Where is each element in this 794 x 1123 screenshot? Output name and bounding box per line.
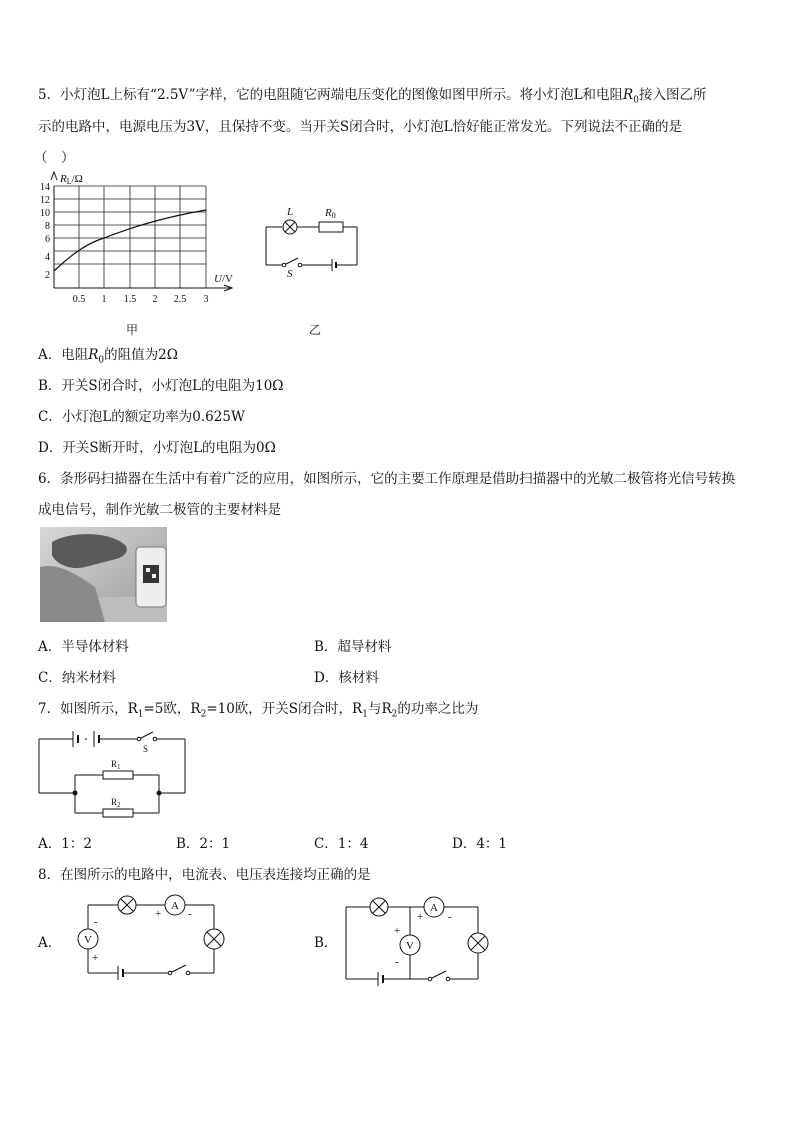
minus-sign: - <box>188 908 192 920</box>
y-tick-label: 12 <box>40 195 50 206</box>
q7-circuit <box>37 725 187 817</box>
resistor-icon <box>319 222 343 232</box>
q5-line1: 5．小灯泡L上标有“2.5V”字样，它的电阻随它两端电压变化的图像如图甲所示。将小灯泡L和电阻$R_0$接入图乙所 <box>38 87 707 106</box>
resistor-label: R0 <box>325 207 336 220</box>
q6-line1: 6．条形码扫描器在生活中有着广泛的应用，如图所示，它的主要工作原理是借助扫描器中的光敏二极管将光信号转换 <box>38 471 736 487</box>
q6-option-b: B．超导材料 <box>314 639 392 655</box>
q6-option-d: D．核材料 <box>314 670 379 686</box>
q7-stem: 7．如图所示，$R_1=5$欧，$R_2=10$欧，开关S闭合时，$R_1$与$R_2$的功率之比为 <box>38 701 479 720</box>
circuit-caption: 乙 <box>309 323 322 337</box>
ammeter-label: A <box>430 902 438 914</box>
q5-option-d: D．开关S断开时，小灯泡L的电阻为0Ω <box>38 440 276 456</box>
plus-sign: + <box>394 925 401 937</box>
voltmeter-label: V <box>406 940 414 952</box>
q6-option-a: A．半导体材料 <box>38 639 129 655</box>
y-tick-label: 2 <box>45 270 50 281</box>
junction-dot <box>157 791 162 796</box>
switch-label: S <box>287 268 293 280</box>
q7-option-d: D．4：1 <box>452 836 508 852</box>
switch-icon <box>141 732 153 738</box>
ammeter-label: A <box>171 900 179 912</box>
minus-sign: - <box>94 916 98 928</box>
r2-label: $R_2$ <box>111 797 121 809</box>
plus-sign: + <box>92 952 99 964</box>
r1-label: $R_1$ <box>111 759 121 771</box>
q5-answer-paren: （ ） <box>34 150 75 166</box>
x-tick-label: 1 <box>101 294 107 305</box>
plus-sign: + <box>155 908 162 920</box>
junction-dot <box>73 791 78 796</box>
q5-option-b: B．开关S闭合时，小灯泡L的电阻为10Ω <box>38 378 284 394</box>
y-axis-label: RL/Ω <box>60 173 83 186</box>
plus-sign: + <box>417 911 424 923</box>
x-axis-label: U/V <box>214 273 233 285</box>
qr-code-icon <box>143 565 159 583</box>
switch-icon <box>286 258 298 264</box>
x-tick-label: 2.5 <box>173 294 187 305</box>
switch-icon <box>172 965 186 972</box>
q6-line2: 成电信号，制作光敏二极管的主要材料是 <box>38 502 281 518</box>
q5-circuit <box>262 203 382 283</box>
barcode-scanner-photo <box>40 527 167 622</box>
q8-label-a: A． <box>38 935 62 951</box>
q8-stem: 8．在图所示的电路中，电流表、电压表连接均正确的是 <box>38 867 371 883</box>
lamp-label: L <box>287 206 294 218</box>
y-tick-label: 14 <box>40 182 50 193</box>
x-tick-label: 3 <box>203 294 209 305</box>
q5-graph <box>30 168 270 338</box>
switch-icon <box>432 971 446 978</box>
q5-option-a: A．电阻$R_0$的阻值为2Ω <box>38 347 178 366</box>
graph-grid <box>54 186 206 288</box>
q5-line2: 示的电路中，电源电压为3V，且保持不变。当开关S闭合时，小灯泡L恰好能正常发光。下列说法不正确的是 <box>38 119 683 135</box>
x-tick-label: 0.5 <box>72 294 86 305</box>
y-tick-label: 8 <box>45 221 50 232</box>
q7-option-b: B．2：1 <box>176 836 231 852</box>
y-tick-label: 6 <box>45 234 50 245</box>
q6-option-c: C．纳米材料 <box>38 670 116 686</box>
q8-label-b: B． <box>314 935 338 951</box>
minus-sign: - <box>395 956 399 968</box>
q7-option-c: C．1：4 <box>314 836 369 852</box>
graph-caption: 甲 <box>126 323 139 337</box>
q8-circuit-a <box>76 893 226 985</box>
voltmeter-label: V <box>84 934 92 946</box>
q5-option-c: C．小灯泡L的额定功率为0.625W <box>38 409 245 425</box>
minus-sign: - <box>448 911 452 923</box>
y-tick-label: 10 <box>40 208 50 219</box>
x-tick-label: 1.5 <box>123 294 137 305</box>
q8-circuit-b <box>342 893 492 985</box>
y-axis-arrow-icon <box>51 172 57 180</box>
x-tick-label: 2 <box>152 294 158 305</box>
q7-option-a: A．1：2 <box>38 836 92 852</box>
switch-label: S <box>143 744 149 754</box>
y-tick-label: 4 <box>45 252 50 263</box>
